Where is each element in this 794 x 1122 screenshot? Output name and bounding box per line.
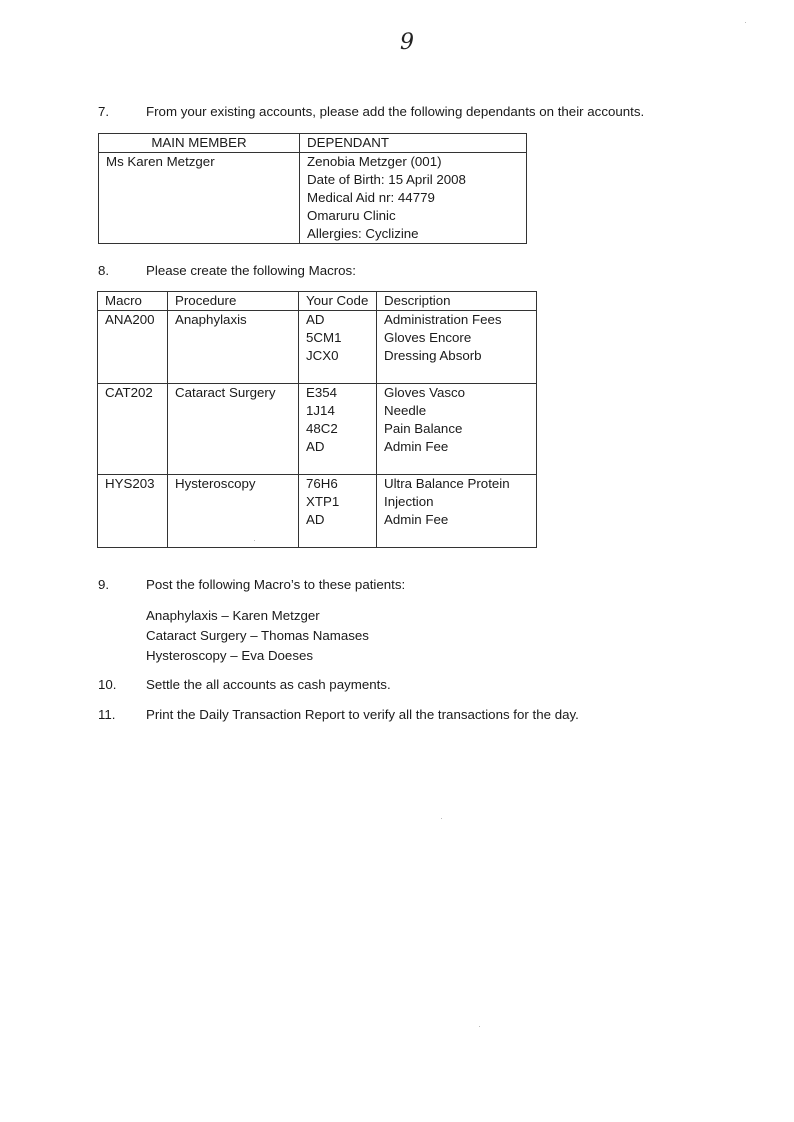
list-item: Cataract Surgery – Thomas Namases xyxy=(146,628,369,643)
scan-speck xyxy=(479,1026,480,1027)
page-number: 9 xyxy=(400,30,414,55)
step-8-text: Please create the following Macros: xyxy=(146,263,356,278)
macro-postings-list xyxy=(146,606,369,666)
description: Needle xyxy=(384,403,427,418)
code: AD xyxy=(306,512,325,527)
macro-cell: HYS203 xyxy=(98,475,168,548)
step-9-text: Post the following Macro’s to these patients: xyxy=(146,577,406,592)
step-11-number: 11. xyxy=(98,707,116,722)
list-item: Anaphylaxis – Karen Metzger xyxy=(146,608,320,623)
procedure-cell: Hysteroscopy xyxy=(168,475,299,548)
code: JCX0 xyxy=(306,348,339,363)
step-8 xyxy=(98,262,356,280)
step-11 xyxy=(98,706,579,724)
dependants-table xyxy=(98,133,527,244)
header-description: Description xyxy=(377,292,537,311)
table-row xyxy=(98,475,537,548)
header-procedure: Procedure xyxy=(168,292,299,311)
step-7 xyxy=(98,103,644,121)
dependant-medical-aid: Medical Aid nr: 44779 xyxy=(307,190,435,205)
list-item: Hysteroscopy – Eva Doeses xyxy=(146,648,314,663)
description: Gloves Vasco xyxy=(384,385,466,400)
step-7-number: 7. xyxy=(98,104,110,119)
description: Admin Fee xyxy=(384,512,449,527)
macros-table xyxy=(97,291,537,548)
step-7-text: From your existing accounts, please add the following dependants on their accounts. xyxy=(146,104,645,119)
header-your-code: Your Code xyxy=(299,292,377,311)
scan-speck xyxy=(441,818,442,819)
dependant-allergies: Allergies: Cyclizine xyxy=(307,226,419,241)
description: Pain Balance xyxy=(384,421,463,436)
description: Dressing Absorb xyxy=(384,348,482,363)
description: Gloves Encore xyxy=(384,330,472,345)
macro-cell: CAT202 xyxy=(98,384,168,475)
dependant-clinic: Omaruru Clinic xyxy=(307,208,396,223)
code: E354 xyxy=(306,385,338,400)
code: 5CM1 xyxy=(306,330,342,345)
code: XTP1 xyxy=(306,494,340,509)
table-row xyxy=(98,311,537,384)
code: AD xyxy=(306,439,325,454)
code: 1J14 xyxy=(306,403,335,418)
header-dependant: DEPENDANT xyxy=(300,134,527,153)
step-10 xyxy=(98,676,391,694)
macro-cell: ANA200 xyxy=(98,311,168,384)
codes-cell xyxy=(299,311,377,384)
step-9-number: 9. xyxy=(98,577,110,592)
description: Administration Fees xyxy=(384,312,502,327)
codes-cell xyxy=(299,384,377,475)
procedure-cell: Cataract Surgery xyxy=(168,384,299,475)
main-member-cell: Ms Karen Metzger xyxy=(99,153,300,244)
description: Admin Fee xyxy=(384,439,449,454)
descriptions-cell xyxy=(377,384,537,475)
scan-speck xyxy=(254,540,255,541)
step-10-text: Settle the all accounts as cash payments. xyxy=(146,677,391,692)
header-macro: Macro xyxy=(98,292,168,311)
description: Ultra Balance Protein xyxy=(384,476,510,491)
step-8-number: 8. xyxy=(98,263,110,278)
step-10-number: 10. xyxy=(98,677,117,692)
procedure-cell: Anaphylaxis xyxy=(168,311,299,384)
dependant-cell xyxy=(300,153,527,244)
description: Injection xyxy=(384,494,434,509)
descriptions-cell xyxy=(377,475,537,548)
dependant-name: Zenobia Metzger (001) xyxy=(307,154,442,169)
descriptions-cell xyxy=(377,311,537,384)
scan-speck xyxy=(745,22,746,23)
code: 48C2 xyxy=(306,421,338,436)
codes-cell xyxy=(299,475,377,548)
code: 76H6 xyxy=(306,476,338,491)
dependant-dob: Date of Birth: 15 April 2008 xyxy=(307,172,466,187)
table-row xyxy=(98,384,537,475)
header-main-member: MAIN MEMBER xyxy=(99,134,300,153)
step-9 xyxy=(98,576,405,594)
code: AD xyxy=(306,312,325,327)
step-11-text: Print the Daily Transaction Report to verify all the transactions for the day. xyxy=(146,707,579,722)
